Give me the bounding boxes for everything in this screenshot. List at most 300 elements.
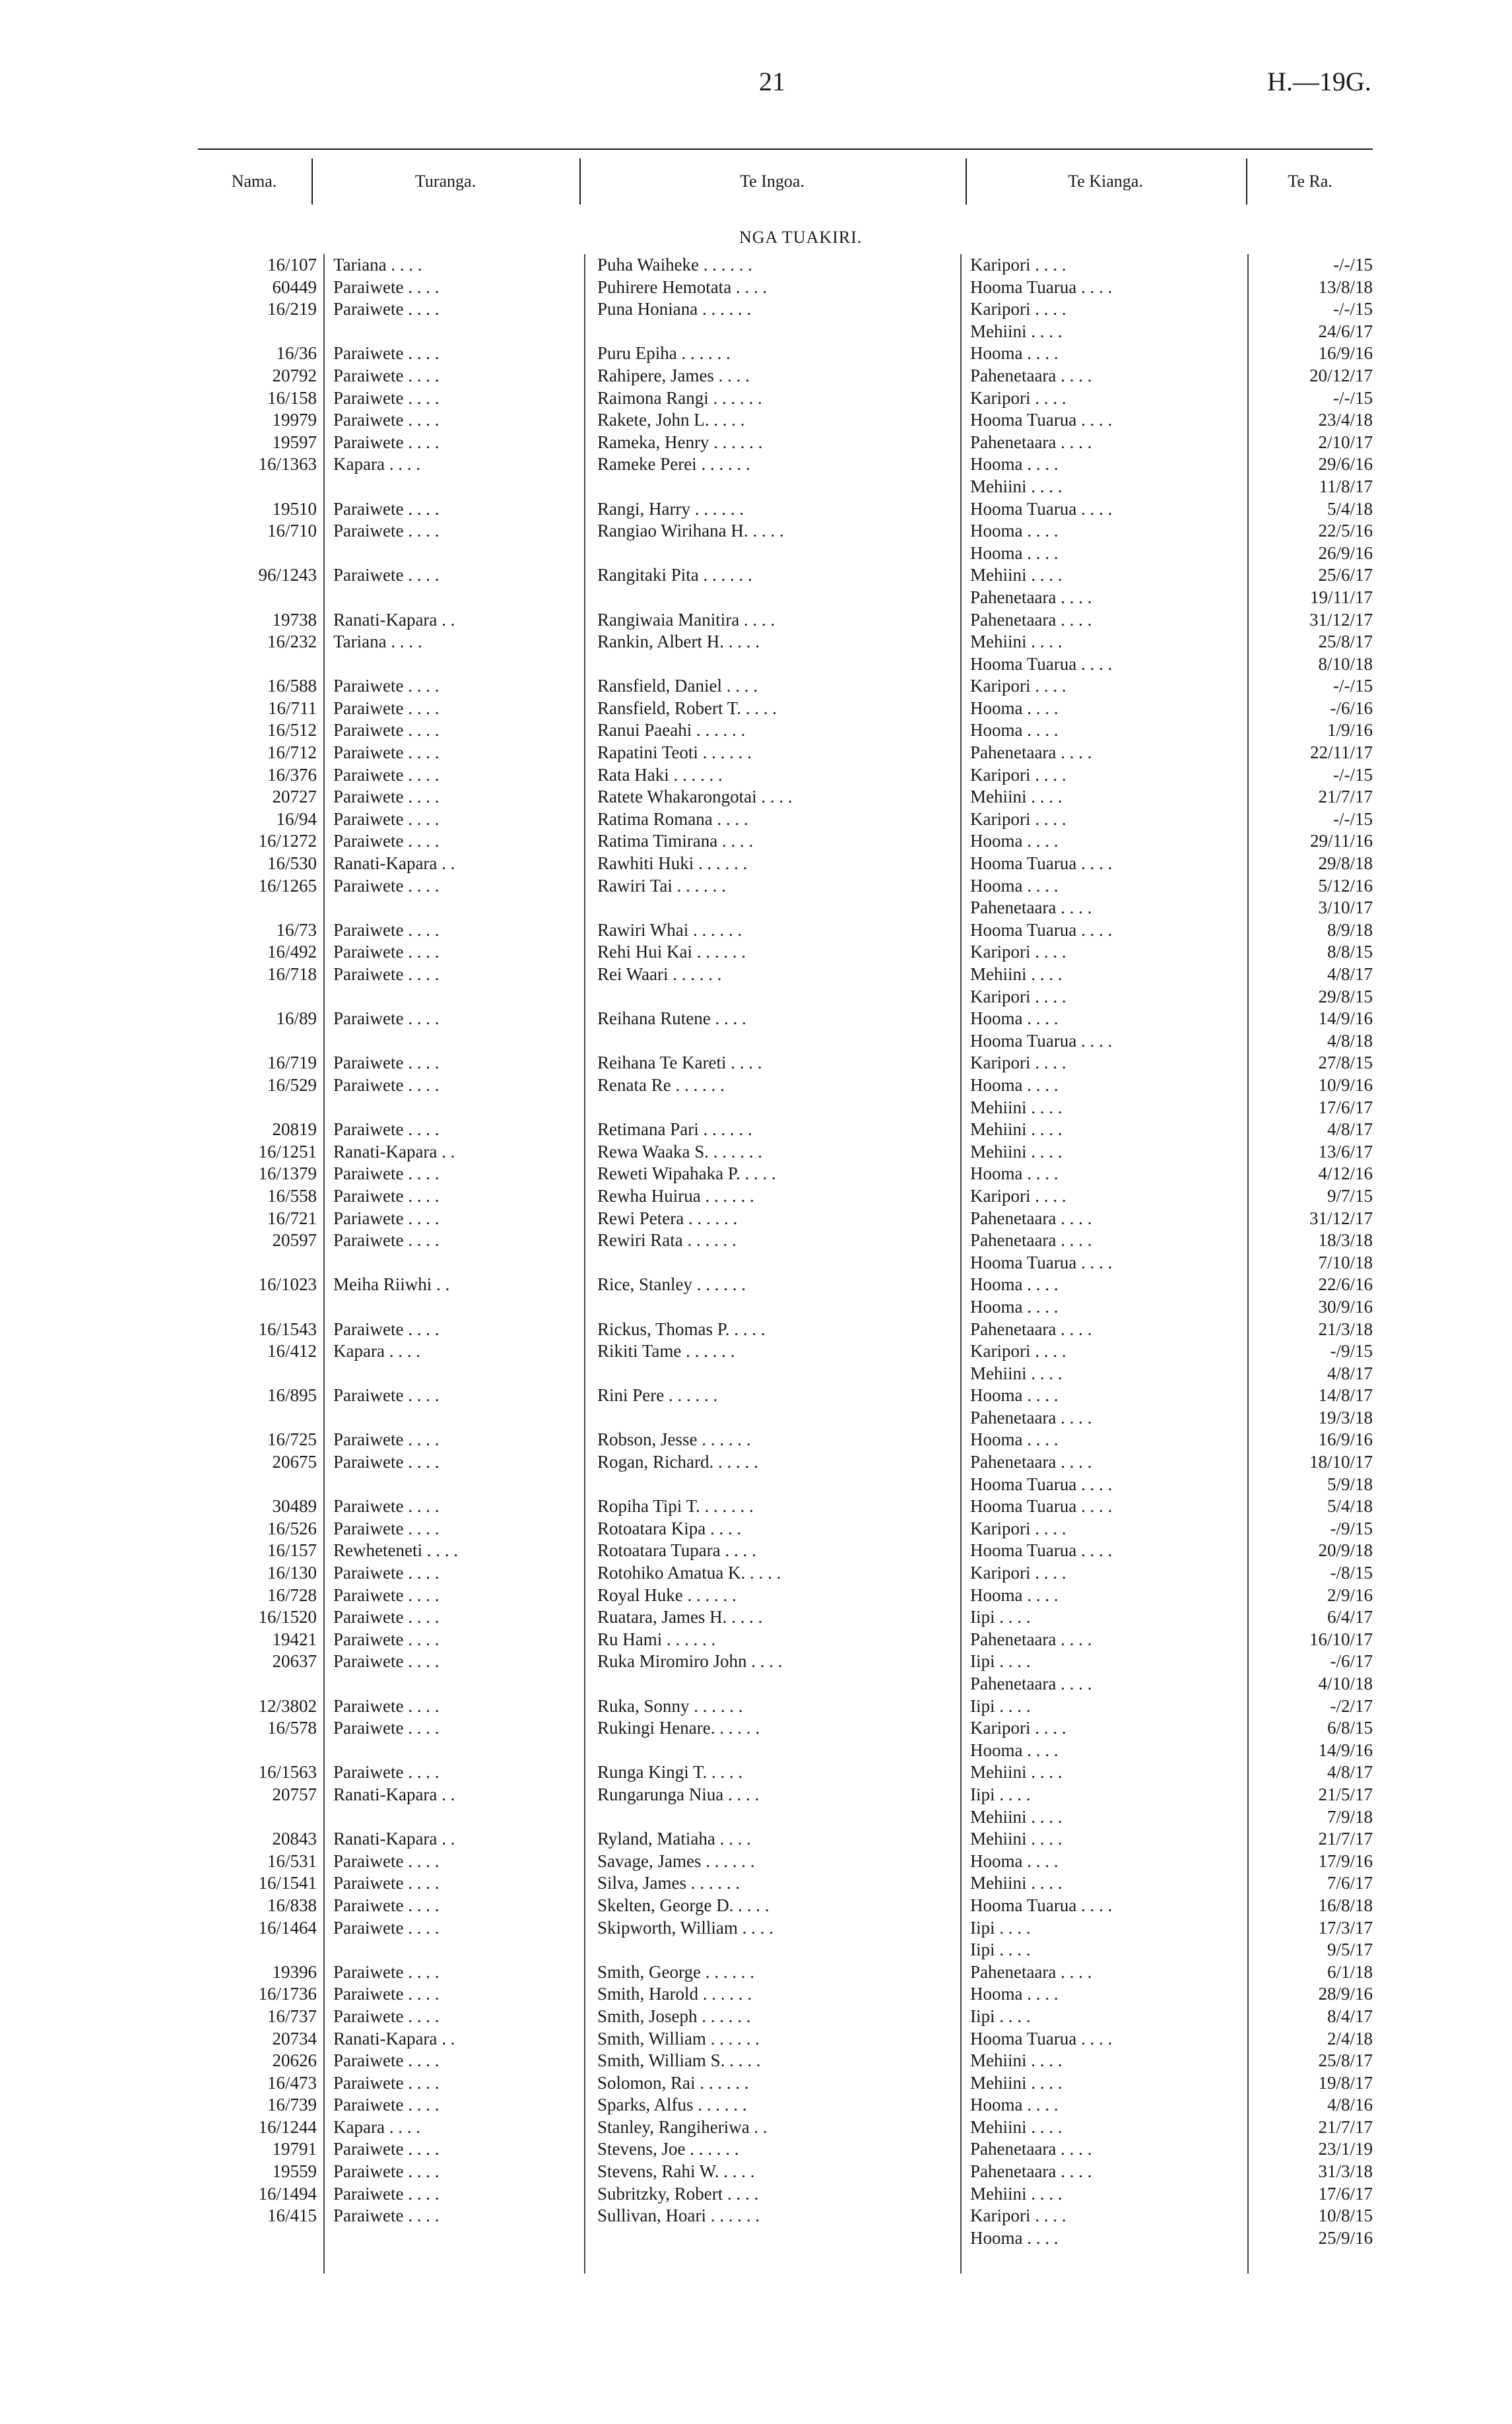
row-ra: 14/9/16 [1318, 1008, 1373, 1029]
row-ingoa: Rini Pere . . . . . . [597, 1385, 718, 1406]
row-ra: 31/12/17 [1309, 1208, 1373, 1228]
row-turanga: Paraiwete . . . . [333, 498, 440, 519]
row-number: 16/737 [267, 2006, 317, 2026]
row-turanga: Paraiwete . . . . [333, 2050, 440, 2071]
table-row [0, 387, 1512, 410]
row-ra: 29/11/16 [1309, 831, 1373, 851]
row-ra: 16/9/16 [1318, 1429, 1373, 1450]
row-turanga: Ranati-Kapara . . [333, 853, 455, 874]
row-ra: 7/10/18 [1318, 1252, 1373, 1272]
table-row [0, 941, 1512, 964]
row-kianga: Karipori . . . . [970, 676, 1067, 696]
row-number: 16/719 [267, 1053, 317, 1073]
table-row [0, 698, 1512, 720]
table-row [0, 1185, 1512, 1208]
row-ingoa: Ruatara, James H. . . . . [597, 1607, 763, 1627]
row-kianga: Karipori . . . . [970, 1185, 1067, 1206]
header-rule [198, 148, 1373, 150]
table-row [0, 1717, 1512, 1740]
table-row [0, 2116, 1512, 2139]
header-turanga: Turanga. [414, 172, 477, 191]
row-kianga: Hooma . . . . [970, 1163, 1059, 1184]
row-turanga: Kapara . . . . [333, 2116, 420, 2137]
table-row [0, 1518, 1512, 1540]
row-turanga: Paraiwete . . . . [333, 1185, 440, 1206]
row-kianga: Hooma . . . . [970, 1008, 1059, 1029]
row-ra: 2/4/18 [1327, 2028, 1373, 2048]
row-ra: 8/10/18 [1318, 653, 1373, 674]
row-turanga: Paraiwete . . . . [333, 1074, 440, 1095]
row-ingoa: Rawhiti Huki . . . . . . [597, 853, 748, 874]
row-turanga: Paraiwete . . . . [333, 521, 440, 541]
table-row [0, 2183, 1512, 2206]
table-row [0, 919, 1512, 942]
row-turanga: Paraiwete . . . . [333, 387, 440, 408]
row-kianga: Iipi . . . . [970, 1940, 1031, 1960]
row-turanga: Paraiwete . . . . [333, 1873, 440, 1893]
row-turanga: Paraiwete . . . . [333, 1319, 440, 1339]
row-turanga: Paraiwete . . . . [333, 1895, 440, 1915]
row-turanga: Paraiwete . . . . [333, 964, 440, 984]
row-number: 60449 [272, 277, 317, 297]
table-row [0, 2161, 1512, 2183]
row-number: 16/1464 [258, 1917, 317, 1938]
row-number: 16/718 [267, 964, 317, 984]
row-kianga: Iipi . . . . [970, 2006, 1031, 2026]
row-number: 16/1736 [258, 1984, 317, 2004]
row-kianga: Hooma . . . . [970, 1984, 1059, 2004]
row-turanga: Pariawete . . . . [333, 1208, 440, 1228]
table-row [0, 298, 1512, 321]
table-row [0, 1229, 1512, 1252]
row-ingoa: Ruka, Sonny . . . . . . [597, 1695, 743, 1716]
row-number: 16/73 [276, 919, 317, 940]
row-ingoa: Rameka, Henry . . . . . . [597, 432, 763, 452]
row-ra: -/6/16 [1330, 698, 1373, 718]
row-ingoa: Silva, James . . . . . . [597, 1873, 740, 1893]
table-row [0, 365, 1512, 387]
row-ra: -/6/17 [1330, 1651, 1373, 1672]
row-turanga: Paraiwete . . . . [333, 1163, 440, 1184]
row-ingoa: Skipworth, William . . . . [597, 1917, 773, 1938]
row-number: 16/94 [276, 808, 317, 829]
row-ingoa: Rewha Huirua . . . . . . [597, 1185, 754, 1206]
table-row [0, 520, 1512, 542]
row-ra: 3/10/17 [1318, 898, 1373, 918]
row-number: 16/739 [267, 2095, 317, 2115]
row-turanga: Paraiwete . . . . [333, 808, 440, 829]
table-row [0, 498, 1512, 521]
row-turanga: Paraiwete . . . . [333, 432, 440, 452]
row-number: 16/1494 [258, 2183, 317, 2204]
row-turanga: Paraiwete . . . . [333, 2183, 440, 2204]
table-row [0, 1208, 1512, 1230]
table-row [0, 2205, 1512, 2227]
row-ra: 29/8/15 [1318, 986, 1373, 1006]
row-ra: -/-/15 [1333, 676, 1373, 696]
row-ingoa: Subritzky, Robert . . . . [597, 2183, 759, 2204]
table-row [0, 1629, 1512, 1651]
row-ra: 13/8/18 [1318, 277, 1373, 297]
row-ingoa: Reihana Rutene . . . . [597, 1008, 746, 1029]
row-number: 20675 [272, 1452, 317, 1472]
row-number: 16/219 [267, 299, 317, 319]
row-turanga: Paraiwete . . . . [333, 410, 440, 430]
row-kianga: Mehiini . . . . [970, 2072, 1063, 2093]
table-row [0, 1761, 1512, 1784]
table-row [0, 564, 1512, 587]
row-kianga: Karipori . . . . [970, 1518, 1067, 1538]
row-turanga: Paraiwete . . . . [333, 277, 440, 297]
row-ra: 10/9/16 [1318, 1074, 1373, 1095]
row-ra: 6/8/15 [1327, 1718, 1373, 1738]
header-ingoa: Te Ingoa. [740, 172, 805, 191]
table-row [0, 1363, 1512, 1385]
row-number: 20734 [272, 2028, 317, 2048]
row-ra: 13/6/17 [1318, 1141, 1373, 1162]
row-turanga: Paraiwete . . . . [333, 1762, 440, 1783]
row-ra: 4/8/17 [1327, 1363, 1373, 1383]
row-ingoa: Rotoatara Kipa . . . . [597, 1518, 742, 1538]
row-ingoa: Stanley, Rangiheriwa . . [597, 2116, 768, 2137]
table-row [0, 453, 1512, 476]
row-ra: 18/3/18 [1318, 1230, 1373, 1251]
table-row [0, 1340, 1512, 1363]
row-ra: 9/5/17 [1327, 1940, 1373, 1960]
table-row [0, 1141, 1512, 1163]
row-ra: 1/9/16 [1327, 720, 1373, 740]
row-number: 16/895 [267, 1385, 317, 1406]
row-number: 20792 [272, 365, 317, 385]
row-turanga: Paraiwete . . . . [333, 1429, 440, 1450]
row-kianga: Iipi . . . . [970, 1651, 1031, 1672]
table-row [0, 1562, 1512, 1585]
row-ra: -/-/15 [1333, 808, 1373, 829]
row-kianga: Mehiini . . . . [970, 2050, 1063, 2071]
row-turanga: Paraiwete . . . . [333, 2072, 440, 2093]
row-ra: 16/10/17 [1309, 1629, 1373, 1649]
row-kianga: Pahenetaara . . . . [970, 2139, 1092, 2159]
row-ra: -/9/15 [1330, 1341, 1373, 1361]
row-turanga: Paraiwete . . . . [333, 565, 440, 585]
row-ingoa: Rakete, John L. . . . . [597, 410, 745, 430]
row-number: 16/1520 [258, 1607, 317, 1627]
table-row [0, 1917, 1512, 1940]
row-turanga: Paraiwete . . . . [333, 2139, 440, 2159]
row-ra: 21/7/17 [1318, 2116, 1373, 2137]
row-ra: -/-/15 [1333, 299, 1373, 319]
row-kianga: Hooma . . . . [970, 454, 1059, 475]
row-number: 16/712 [267, 742, 317, 763]
row-kianga: Hooma . . . . [970, 1740, 1059, 1760]
row-turanga: Paraiwete . . . . [333, 1053, 440, 1073]
table-row [0, 875, 1512, 898]
row-ingoa: Rice, Stanley . . . . . . [597, 1274, 746, 1295]
row-turanga: Paraiwete . . . . [333, 2161, 440, 2182]
row-kianga: Mehiini . . . . [970, 321, 1063, 341]
row-kianga: Pahenetaara . . . . [970, 1230, 1092, 1251]
table-row [0, 1983, 1512, 2006]
row-kianga: Mehiini . . . . [970, 1829, 1063, 1849]
row-turanga: Paraiwete . . . . [333, 2206, 440, 2226]
row-kianga: Mehiini . . . . [970, 1141, 1063, 1162]
row-kianga: Pahenetaara . . . . [970, 1208, 1092, 1228]
row-number: 16/158 [267, 387, 317, 408]
row-ra: 5/9/18 [1327, 1474, 1373, 1494]
row-turanga: Paraiwete . . . . [333, 1984, 440, 2004]
row-ingoa: Solomon, Rai . . . . . . [597, 2072, 749, 2093]
table-row [0, 1274, 1512, 1296]
row-turanga: Paraiwete . . . . [333, 1230, 440, 1251]
row-kianga: Hooma . . . . [970, 1585, 1059, 1605]
row-kianga: Pahenetaara . . . . [970, 587, 1092, 607]
row-number: 20637 [272, 1651, 317, 1672]
row-ingoa: Rata Haki . . . . . . [597, 764, 723, 785]
table-row [0, 277, 1512, 299]
table-row [0, 1806, 1512, 1829]
row-ra: 21/5/17 [1318, 1784, 1373, 1804]
row-ingoa: Rungarunga Niua . . . . [597, 1784, 760, 1804]
row-ingoa: Rangiwaia Manitira . . . . [597, 609, 775, 630]
row-kianga: Mehiini . . . . [970, 632, 1063, 652]
row-ra: 8/8/15 [1327, 942, 1373, 962]
table-row [0, 1540, 1512, 1562]
row-number: 16/376 [267, 764, 317, 785]
row-kianga: Hooma . . . . [970, 1851, 1059, 1871]
row-ra: 7/9/18 [1327, 1806, 1373, 1827]
row-kianga: Hooma Tuarua . . . . [970, 1030, 1113, 1051]
table-row [0, 1097, 1512, 1119]
page-number: 21 [759, 67, 785, 96]
row-kianga: Mehiini . . . . [970, 1119, 1063, 1140]
row-number: 16/526 [267, 1518, 317, 1538]
row-kianga: Hooma . . . . [970, 2227, 1059, 2248]
row-kianga: Pahenetaara . . . . [970, 1629, 1092, 1649]
row-number: 16/588 [267, 676, 317, 696]
row-ra: 14/8/17 [1318, 1385, 1373, 1406]
table-row [0, 1074, 1512, 1097]
row-kianga: Karipori . . . . [970, 1053, 1067, 1073]
row-turanga: Paraiwete . . . . [333, 1718, 440, 1738]
table-row [0, 1474, 1512, 1496]
table-row [0, 2050, 1512, 2072]
row-kianga: Hooma . . . . [970, 720, 1059, 740]
row-turanga: Paraiwete . . . . [333, 1385, 440, 1406]
row-ra: 4/8/16 [1327, 2095, 1373, 2115]
row-turanga: Ranati-Kapara . . [333, 2028, 455, 2048]
row-ingoa: Ratima Timirana . . . . [597, 831, 754, 851]
table-row [0, 830, 1512, 853]
row-turanga: Paraiwete . . . . [333, 1518, 440, 1538]
row-ra: 22/11/17 [1309, 742, 1373, 763]
row-ra: 7/6/17 [1327, 1873, 1373, 1893]
row-ra: 4/10/18 [1318, 1674, 1373, 1693]
row-kianga: Iipi . . . . [970, 1607, 1031, 1627]
table-row [0, 2006, 1512, 2028]
row-ra: 4/8/17 [1327, 1762, 1373, 1783]
table-row [0, 1008, 1512, 1030]
row-ra: 11/8/17 [1319, 476, 1373, 496]
row-ra: 17/9/16 [1318, 1851, 1373, 1871]
row-ingoa: Reweti Wipahaka P. . . . . [597, 1163, 776, 1184]
row-number: 16/1363 [258, 454, 317, 475]
row-turanga: Ranati-Kapara . . [333, 1784, 455, 1804]
row-number: 16/157 [267, 1540, 317, 1561]
row-number: 16/415 [267, 2206, 317, 2226]
row-turanga: Paraiwete . . . . [333, 1585, 440, 1605]
row-ra: 4/8/18 [1327, 1030, 1373, 1051]
table-row [0, 1851, 1512, 1873]
table-row [0, 343, 1512, 365]
row-turanga: Paraiwete . . . . [333, 2095, 440, 2115]
row-kianga: Hooma . . . . [970, 831, 1059, 851]
row-ra: 17/6/17 [1318, 2183, 1373, 2204]
row-ingoa: Reihana Te Kareti . . . . [597, 1053, 762, 1073]
row-kianga: Pahenetaara . . . . [970, 1407, 1092, 1427]
row-ingoa: Skelten, George D. . . . . [597, 1895, 770, 1915]
row-ra: 26/9/16 [1318, 542, 1373, 563]
row-kianga: Mehiini . . . . [970, 964, 1063, 984]
row-kianga: Hooma Tuarua . . . . [970, 1540, 1113, 1561]
row-ra: 10/8/15 [1318, 2206, 1373, 2226]
row-ingoa: Rangi, Harry . . . . . . [597, 498, 744, 519]
row-turanga: Paraiwete . . . . [333, 1695, 440, 1716]
row-kianga: Karipori . . . . [970, 2206, 1067, 2226]
table-row [0, 2227, 1512, 2250]
row-kianga: Iipi . . . . [970, 1917, 1031, 1938]
row-kianga: Hooma . . . . [970, 1274, 1059, 1295]
column-headers [198, 158, 1373, 205]
row-number: 16/1543 [258, 1319, 317, 1339]
row-ingoa: Smith, William S. . . . . [597, 2050, 761, 2071]
row-kianga: Mehiini . . . . [970, 787, 1063, 807]
row-ra: 29/8/18 [1318, 853, 1373, 874]
table-row [0, 2138, 1512, 2161]
table-row [0, 1252, 1512, 1274]
row-kianga: Mehiini . . . . [970, 1097, 1063, 1117]
row-number: 16/711 [268, 698, 317, 718]
row-number: 19791 [272, 2139, 317, 2159]
row-ra: 20/12/17 [1309, 365, 1373, 385]
row-kianga: Pahenetaara . . . . [970, 1961, 1092, 1982]
row-ingoa: Rikiti Tame . . . . . . [597, 1341, 735, 1361]
row-number: 20757 [272, 1784, 317, 1804]
row-turanga: Paraiwete . . . . [333, 676, 440, 696]
row-turanga: Paraiwete . . . . [333, 1629, 440, 1649]
row-kianga: Karipori . . . . [970, 942, 1067, 962]
row-kianga: Pahenetaara . . . . [970, 1674, 1092, 1693]
table-row [0, 2028, 1512, 2050]
row-ra: 4/8/17 [1327, 1119, 1373, 1140]
row-ingoa: Ru Hami . . . . . . [597, 1629, 716, 1649]
row-ingoa: Rewi Petera . . . . . . [597, 1208, 738, 1228]
row-ra: 22/6/16 [1318, 1274, 1373, 1295]
table-row [0, 964, 1512, 986]
row-ingoa: Puru Epiha . . . . . . [597, 343, 731, 364]
row-kianga: Pahenetaara . . . . [970, 2161, 1092, 2182]
row-number: 16/725 [267, 1429, 317, 1450]
row-number: 19979 [272, 410, 317, 430]
row-ra: -/9/15 [1330, 1518, 1373, 1538]
row-kianga: Hooma Tuarua . . . . [970, 653, 1113, 674]
table-row [0, 1939, 1512, 1961]
row-number: 16/473 [267, 2072, 317, 2093]
row-turanga: Paraiwete . . . . [333, 1563, 440, 1583]
row-turanga: Paraiwete . . . . [333, 2006, 440, 2026]
row-number: 16/728 [267, 1585, 317, 1605]
row-ingoa: Rukingi Henare. . . . . . [597, 1718, 760, 1738]
table-row [0, 1052, 1512, 1074]
table-row [0, 1695, 1512, 1718]
row-ingoa: Ryland, Matiaha . . . . [597, 1829, 751, 1849]
row-number: 20597 [272, 1230, 317, 1251]
row-turanga: Paraiwete . . . . [333, 1851, 440, 1871]
row-number: 16/710 [267, 521, 317, 541]
table-row [0, 587, 1512, 609]
row-kianga: Hooma . . . . [970, 1074, 1059, 1095]
page-header [0, 66, 1512, 125]
table-row [0, 609, 1512, 632]
register-table [0, 254, 1512, 2249]
row-ingoa: Rewiri Rata . . . . . . [597, 1230, 737, 1251]
row-ingoa: Ransfield, Robert T. . . . . [597, 698, 777, 718]
row-ra: 4/8/17 [1327, 964, 1373, 984]
row-turanga: Paraiwete . . . . [333, 299, 440, 319]
row-kianga: Karipori . . . . [970, 986, 1067, 1006]
row-ra: -/-/15 [1333, 387, 1373, 408]
row-ingoa: Ratima Romana . . . . [597, 808, 748, 829]
row-kianga: Hooma . . . . [970, 875, 1059, 896]
row-ingoa: Rotoatara Tupara . . . . [597, 1540, 756, 1561]
row-ra: 14/9/16 [1318, 1740, 1373, 1760]
row-ra: 25/6/17 [1318, 565, 1373, 585]
table-row [0, 986, 1512, 1008]
row-kianga: Pahenetaara . . . . [970, 1319, 1092, 1339]
table-row [0, 1451, 1512, 1474]
row-ingoa: Rangitaki Pita . . . . . . [597, 565, 752, 585]
row-ra: 19/8/17 [1318, 2072, 1373, 2093]
row-turanga: Ranati-Kapara . . [333, 1829, 455, 1849]
row-ra: -/8/15 [1330, 1563, 1373, 1583]
row-number: 16/36 [276, 343, 317, 364]
row-ingoa: Puhirere Hemotata . . . . [597, 277, 768, 297]
table-row [0, 1606, 1512, 1629]
table-row [0, 1296, 1512, 1319]
row-ra: 25/8/17 [1318, 632, 1373, 652]
row-ra: 2/10/17 [1318, 432, 1373, 452]
row-ra: 23/1/19 [1318, 2139, 1373, 2159]
row-ingoa: Ranui Paeahi . . . . . . [597, 720, 746, 740]
row-number: 19559 [272, 2161, 317, 2182]
row-ra: 31/3/18 [1318, 2161, 1373, 2182]
row-kianga: Karipori . . . . [970, 387, 1067, 408]
row-number: 19738 [272, 609, 317, 630]
row-ingoa: Ropiha Tipi T. . . . . . . [597, 1496, 754, 1517]
table-row [0, 1784, 1512, 1806]
row-number: 16/107 [267, 255, 317, 275]
row-ingoa: Royal Huke . . . . . . [597, 1585, 737, 1605]
row-ingoa: Stevens, Joe . . . . . . [597, 2139, 739, 2159]
row-turanga: Paraiwete . . . . [333, 698, 440, 718]
table-row [0, 764, 1512, 787]
row-kianga: Pahenetaara . . . . [970, 609, 1092, 630]
row-turanga: Paraiwete . . . . [333, 764, 440, 785]
row-kianga: Mehiini . . . . [970, 2183, 1063, 2204]
row-kianga: Hooma Tuarua . . . . [970, 919, 1113, 940]
row-kianga: Hooma . . . . [970, 521, 1059, 541]
row-number: 16/1272 [258, 831, 317, 851]
table-row [0, 742, 1512, 764]
